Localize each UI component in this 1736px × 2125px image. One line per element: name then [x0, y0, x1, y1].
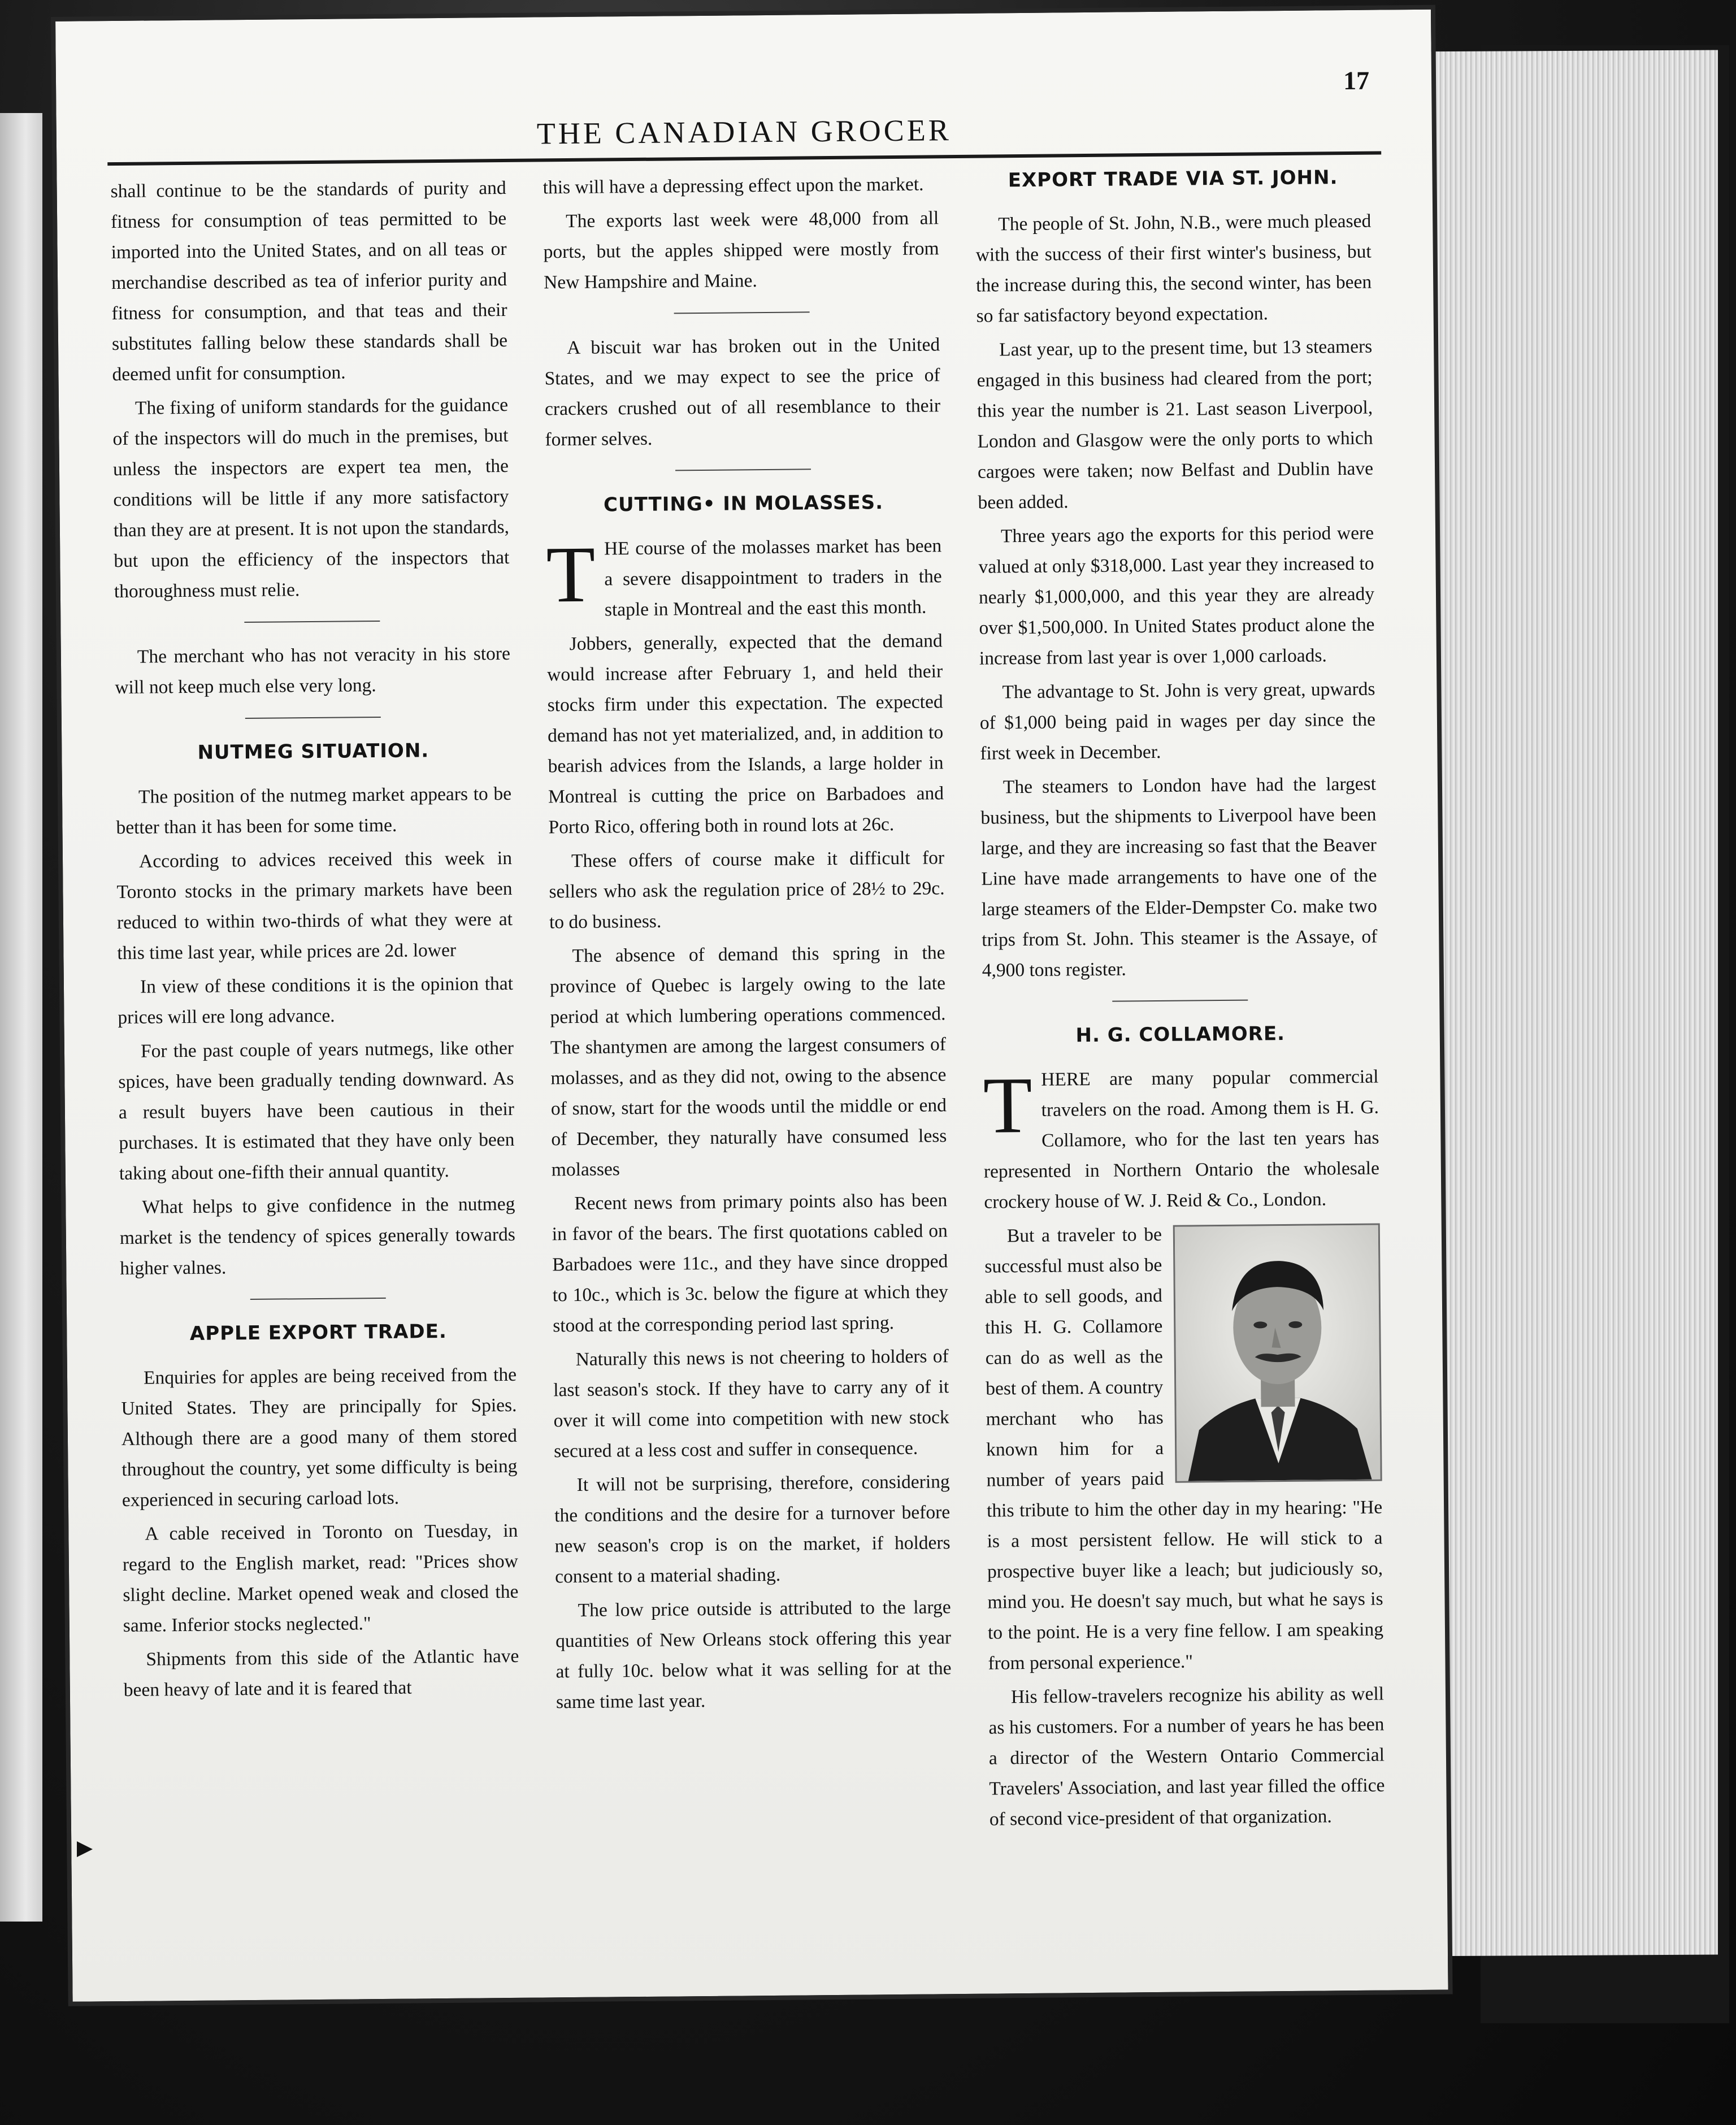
st-john-paragraph-5: The steamers to London have had the largest business, but the shipments to Liverpool have been large, and they are increasing so fast that the Beaver Line have made arrangements to have one of the large steamers of the Elder-Dempster Co. make two trips from St. John. This steamer is the Assaye, of 4,900 tons register.	[980, 773, 1378, 981]
nutmeg-paragraph-4: For the past couple of years nutmegs, like other spices, have been gradually tending downward. As a result buyers have been cautious in their purchases. It is estimated that they have only been taking about one-fifth their annual quantity.	[118, 1037, 515, 1185]
apple-continued-paragraph: this will have a depressing effect upon the market.	[542, 174, 924, 198]
st-john-paragraph-3: Three years ago the exports for this period were valued at only $318,000. Last year they increased to nearly $1,000,000, and this year they are already over $1,500,000. In United States product alone the increase from last year is over 1,000 carloads.	[978, 522, 1375, 669]
portrait-photo	[1175, 1225, 1381, 1481]
st-john-paragraph-4: The advantage to St. John is very great, upwards of $1,000 being paid in wages per day since the first week in December.	[979, 678, 1376, 764]
left-page-edge	[0, 113, 42, 1922]
apple-paragraph-1: Enquiries for apples are being received from the United States. They are principally for Spies. Although there are a good many of them stored throughout the country, yet some difficulty is being experienced in securing carload lots.	[121, 1364, 518, 1511]
biscuit-war-paragraph: A biscuit war has broken out in the United States, and we may expect to see the price of crackers crushed out of all resemblance to their former selves.	[544, 334, 941, 450]
st-john-paragraph-2: Last year, up to the present time, but 13 steamers engaged in this business had cleared from the port; this year the number is 21. Last season Liverpool, London and Glasgow were the only ports to which cargoes were taken; now Belfast and Dublin have been added.	[976, 336, 1374, 513]
apple-paragraph-3: Shipments from this side of the Atlantic have been heavy of late and it is feared that	[123, 1645, 519, 1701]
molasses-paragraph-1-text: HE course of the molasses market has been a severe disappointment to traders in the staple in Montreal and the east this month.	[604, 535, 942, 621]
collamore-portrait	[1173, 1224, 1382, 1483]
page-number: 17	[1343, 66, 1370, 96]
molasses-paragraph-6: Naturally this news is not cheering to holders of last season's stock. If they have to carry any of it over it will come into competition with new stock secured at a less cost and suffer in consequence.	[553, 1346, 949, 1462]
st-john-heading: EXPORT TRADE VIA ST. JOHN.	[1008, 166, 1338, 192]
column-3	[975, 166, 1385, 1838]
running-head: THE CANADIAN GROCER	[536, 113, 952, 151]
section-divider	[674, 311, 810, 314]
tea-inspectors-paragraph: The fixing of uniform standards for the guidance of the inspectors will do much in the premises, but unless the inspectors are expert tea men, the conditions will be little if any more satisfactory than they are at present. It is not upon the standards, but upon the efficiency of the inspectors that thoroughness must relie.	[112, 394, 510, 602]
collamore-heading: H. G. COLLAMORE.	[1075, 1022, 1286, 1047]
molasses-paragraph-8: The low price outside is attributed to the large quantities of New Orleans stock offering this year at fully 10c. below what it was selling for at the same time last year.	[555, 1597, 952, 1713]
drop-cap: T	[545, 529, 596, 619]
nutmeg-paragraph-2: According to advices received this week in Toronto stocks in the primary markets have been reduced to within two-thirds of what they were at this time last year, while prices are 2d. lower	[116, 847, 513, 964]
apple-paragraph-2: A cable received in Toronto on Tuesday, in regard to the English market, read: "Prices show slight decline. Market opened weak and closed the same. Inferior stocks neglected."	[122, 1520, 519, 1636]
section-divider	[244, 621, 380, 623]
nutmeg-paragraph-3: In view of these conditions it is the opinion that prices will ere long advance.	[118, 973, 514, 1029]
molasses-paragraph-3: These offers of course make it difficult for sellers who ask the regulation price of 28½ to 29c. to do business.	[549, 847, 945, 933]
nutmeg-heading: NUTMEG SITUATION.	[197, 739, 429, 764]
exports-paragraph: The exports last week were 48,000 from all ports, but the apples shipped were mostly from New Hampshire and Maine.	[543, 207, 939, 293]
tea-standards-paragraph: shall continue to be the standards of purity and fitness for consumption of teas permitted to be imported into the United States, and on all teas or merchandise described as tea of inferior purity and fitness for consumption, and that teas and their substitutes falling below these standards shall be deemed unfit for consumption.	[110, 177, 508, 385]
collamore-paragraph-1	[983, 1062, 1379, 1218]
collamore-paragraph-3: His fellow-travelers recognize his ability as well as his customers. For a number of years he has been a director of the Western Ontario Commercial Travelers' Association, and last year filled the office of second vice-president of that organization.	[988, 1683, 1385, 1830]
section-divider	[250, 1298, 386, 1300]
section-divider	[1112, 1000, 1248, 1002]
nutmeg-paragraph-5: What helps to give confidence in the nutmeg market is the tendency of spices generally towards higher valnes.	[119, 1193, 515, 1280]
molasses-paragraph-2: Jobbers, generally, expected that the demand would increase after February 1, and held their stocks firm under this expectation. The expected demand has not yet materialized, and, in addition to bearish advices from the Islands, a large holder in Montreal is cutting the price on Barbadoes and Porto Rico, offering both in round lots at 26c.	[547, 630, 944, 838]
veracity-paragraph: The merchant who has not veracity in his store will not keep much else very long.	[115, 643, 511, 699]
column-2	[542, 169, 952, 1721]
drop-cap: T	[983, 1060, 1033, 1150]
column-1	[110, 173, 519, 1709]
st-john-paragraph-1: The people of St. John, N.B., were much pleased with the success of their first winter's business, but the increase during this, the second winter, has been so far satisfactory beyond expectation.	[975, 210, 1372, 327]
molasses-paragraph-7: It will not be surprising, therefore, considering the conditions and the desire for a turnover before new season's crop is on the market, if holders consent to a material shading.	[554, 1471, 951, 1588]
molasses-paragraph-1	[546, 531, 942, 626]
section-divider	[675, 469, 811, 471]
molasses-paragraph-5: Recent news from primary points also has been in favor of the bears. The first quotations cabled on Barbadoes were 11c., and they have since dropped to 10c., which is 3c. below the figure at which they stood at the corresponding period last spring.	[552, 1190, 948, 1337]
margin-arrow-mark	[77, 1841, 93, 1857]
molasses-heading: CUTTING• IN MOLASSES.	[603, 491, 884, 517]
newspaper-page	[51, 5, 1453, 2006]
nutmeg-paragraph-1: The position of the nutmeg market appears to be better than it has been for some time.	[116, 783, 512, 839]
molasses-paragraph-4: The absence of demand this spring in the province of Quebec is largely owing to the late period at which lumbering operations commenced. The shantymen are among the largest consumers of molasses, and as they did not, owing to the absence of snow, start for the woods until the middle or end of December, they naturally have consumed less molasses	[549, 942, 947, 1181]
apple-export-heading: APPLE EXPORT TRADE.	[189, 1320, 447, 1345]
collamore-paragraph-1-text: HERE are many popular commercial travelers on the road. Among them is H. G. Collamore, who for the last ten years has represented in Northern Ontario the wholesale crockery house of W. J. Reid & Co., London.	[983, 1066, 1380, 1213]
collamore-paragraph-2: But a traveler to be successful must also be able to sell goods, and this H. G. Collamore can do as well as the best of them. A country merchant who has known him for a number of years paid this tribute to him the other day in my hearing: "He is a most persistent fellow. He will stick to a prospective buyer like a leach; but judiciously so, mind you. He doesn't say much, but what he says is to the point. He is a very fine fellow. I am speaking from personal experience."	[984, 1224, 1384, 1674]
section-divider	[245, 717, 381, 719]
